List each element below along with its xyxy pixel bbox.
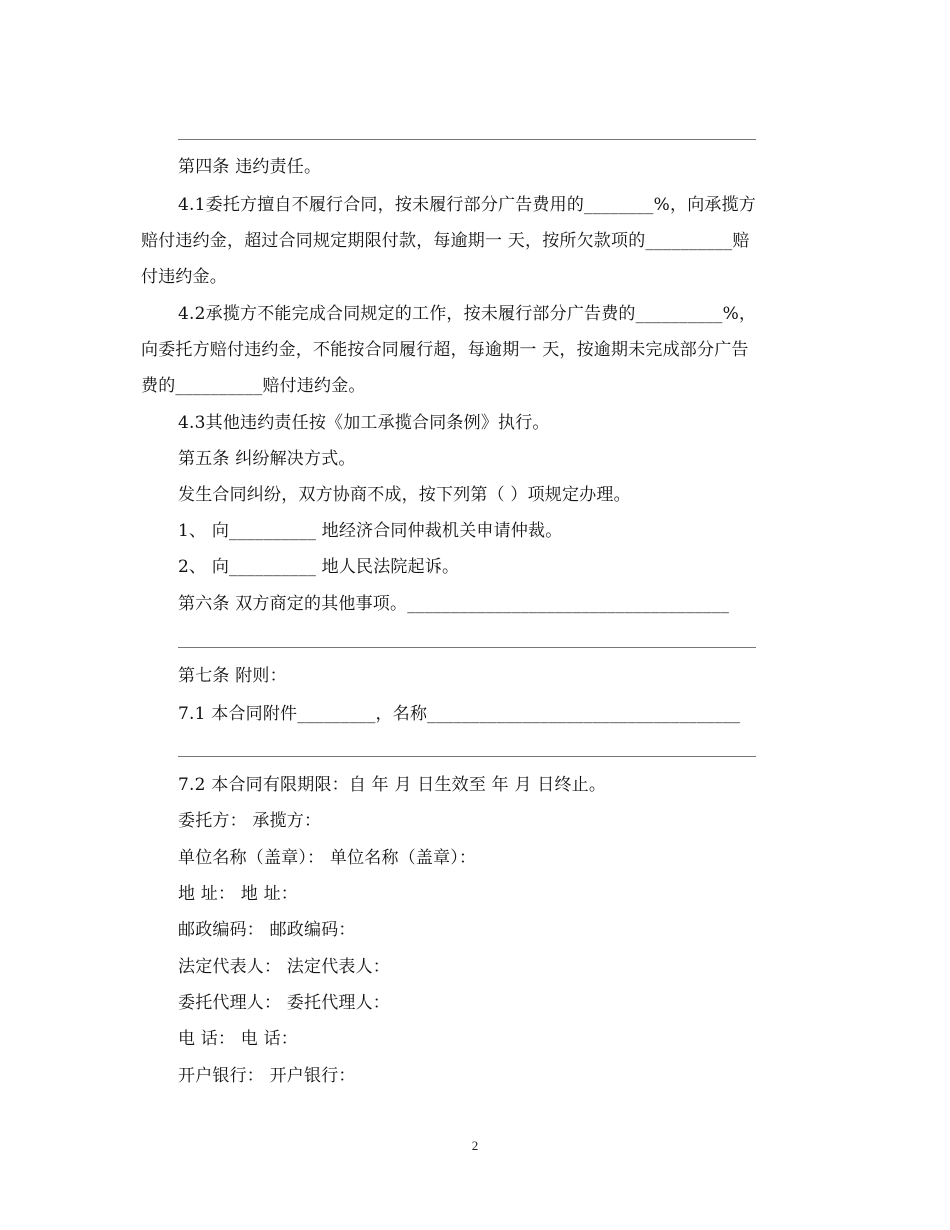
- article-7-heading: 第七条 附则：: [178, 666, 287, 686]
- agent-row: 委托代理人： 委托代理人：: [178, 993, 391, 1013]
- fill-in-rule: [178, 139, 756, 140]
- clause-4-1-line-1: 4.1委托方擅自不履行合同，按未履行部分广告费用的________%，向承揽方: [178, 195, 756, 215]
- article-5-text: 发生合同纠纷，双方协商不成，按下列第（ ）项规定办理。: [178, 485, 631, 505]
- clause-4-2-line-3: 费的__________赔付违约金。: [141, 376, 366, 396]
- fill-in-rule: [178, 756, 756, 757]
- fill-in-rule: [178, 647, 756, 648]
- clause-4-2-line-2: 向委托方赔付违约金，不能按合同履行超，每逾期一 天，按逾期未完成部分广告: [141, 340, 749, 360]
- clause-4-1-line-3: 付违约金。: [141, 267, 227, 287]
- party-heading: 委托方： 承揽方：: [178, 811, 322, 831]
- address-row: 地 址： 地 址：: [178, 884, 299, 904]
- option-2: 2、 向__________ 地人民法院起诉。: [178, 557, 460, 577]
- clause-7-2: 7.2 本合同有限期限：自 年 月 日生效至 年 月 日终止。: [178, 775, 607, 795]
- bank-row: 开户银行： 开户银行：: [178, 1066, 356, 1086]
- page-number: 2: [471, 1138, 479, 1153]
- unit-name-row: 单位名称（盖章）： 单位名称（盖章）：: [178, 848, 477, 868]
- option-1: 1、 向__________ 地经济合同仲裁机关申请仲裁。: [178, 521, 563, 541]
- postcode-row: 邮政编码： 邮政编码：: [178, 920, 356, 940]
- clause-4-2-line-1: 4.2承揽方不能完成合同规定的工作，按未履行部分广告费的__________%，: [178, 304, 757, 324]
- phone-row: 电 话： 电 话：: [178, 1029, 299, 1049]
- article-4-heading: 第四条 违约责任。: [178, 157, 322, 177]
- legal-rep-row: 法定代表人： 法定代表人：: [178, 957, 391, 977]
- clause-4-1-line-2: 赔付违约金，超过合同规定期限付款，每逾期一 天，按所欠款项的__________赔: [141, 231, 750, 251]
- clause-4-3: 4.3其他违约责任按《加工承揽合同条例》执行。: [178, 413, 550, 433]
- article-5-heading: 第五条 纠纷解决方式。: [178, 449, 356, 469]
- article-6: 第六条 双方商定的其他事项。_____________________________________: [178, 594, 730, 614]
- clause-7-1: 7.1 本合同附件_________，名称____________________________________: [178, 704, 741, 724]
